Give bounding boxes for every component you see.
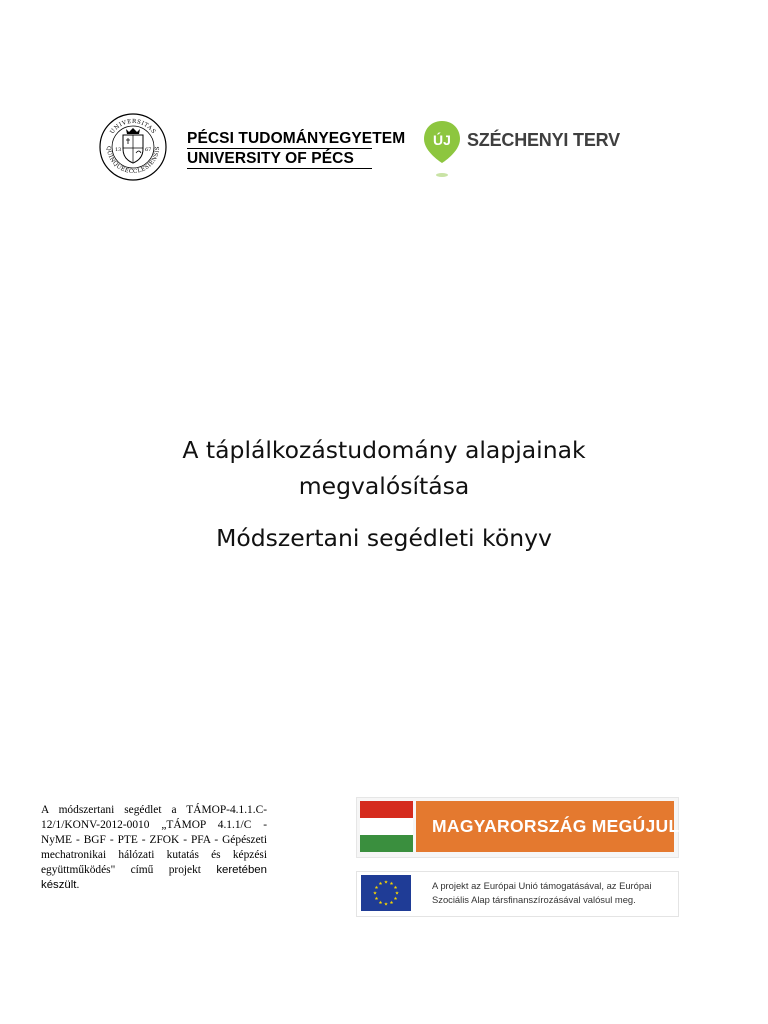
szechenyi-label: SZÉCHENYI TERV	[467, 130, 620, 150]
magyarorszag-label: MAGYARORSZÁG MEGÚJUL	[432, 816, 680, 836]
document-title-line2: megvalósítása	[298, 472, 470, 500]
eu-support-text: A projekt az Európai Unió támogatásával, az Európai Szociális Alap társfinanszírozásával valósul meg.	[432, 880, 652, 905]
svg-text:13: 13	[115, 147, 122, 153]
project-notice-text: A módszertani segédlet a TÁMOP-4.1.1.C-12/1/KONV-2012-0010 „TÁMOP 4.1.1/C - NyME - BGF - PTE - ZFOK - PFA - Gépészeti mechatronikai hálózati kutatás és képzési együttműködés" című projekt	[41, 804, 267, 876]
project-notice	[41, 803, 267, 893]
svg-text:67: 67	[145, 147, 152, 153]
project-notice-tail: keretében készült	[41, 864, 267, 891]
university-wordmark	[187, 130, 406, 170]
university-name-hu: PÉCSI TUDOMÁNYEGYETEM	[187, 130, 406, 147]
hungarian-flag-icon	[360, 801, 413, 852]
svg-text:UNIVERSITAS: UNIVERSITAS	[109, 118, 157, 136]
university-rule-bottom	[187, 168, 372, 169]
svg-text:ÚJ: ÚJ	[433, 132, 451, 148]
magyarorszag-label-box	[416, 801, 680, 852]
eu-flag-icon	[361, 875, 411, 911]
university-rule	[187, 148, 372, 149]
document-title-line1: A táplálkozástudomány alapjainak	[182, 436, 586, 464]
szechenyi-pin-icon	[422, 119, 462, 179]
svg-text:QUINQUEECCLESIENSIS: QUINQUEECCLESIENSIS	[104, 145, 162, 176]
university-name-en: UNIVERSITY OF PÉCS	[187, 150, 354, 167]
university-seal-logo	[99, 113, 167, 181]
project-notice-period: .	[76, 879, 80, 891]
document-subtitle: Módszertani segédleti könyv	[216, 524, 552, 552]
